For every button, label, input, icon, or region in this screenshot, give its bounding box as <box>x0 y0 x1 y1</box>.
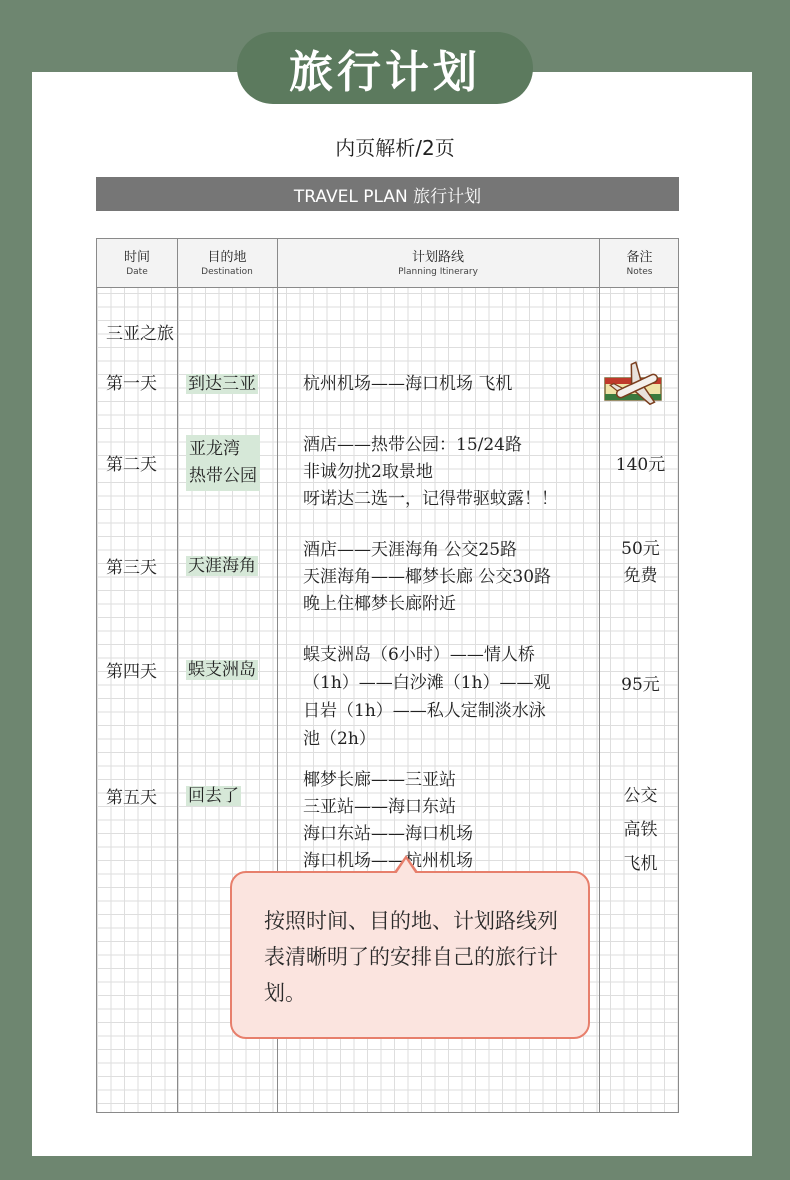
notes-line: 公交 <box>623 786 658 806</box>
itinerary-text <box>303 432 558 513</box>
itinerary-line: 蜈支洲岛（6小时）——情人桥 <box>303 645 535 665</box>
notes-text <box>602 536 679 590</box>
day-label: 第五天 <box>106 788 157 808</box>
itinerary-line: 杭州机场——海口机场 飞机 <box>303 374 513 394</box>
notes-line: 飞机 <box>623 854 658 874</box>
notes-line: 50元 <box>621 539 660 559</box>
header-date-en: Date <box>126 266 148 277</box>
destination-text <box>186 781 241 806</box>
notes-line: 140元 <box>615 455 666 475</box>
table-header <box>97 239 678 288</box>
header-notes-en: Notes <box>626 266 653 277</box>
header-itinerary-en: Planning Itinerary <box>398 266 478 277</box>
page-subtitle: 内页解析/2页 <box>335 136 455 160</box>
header-itinerary <box>277 239 599 287</box>
destination-line: 蜈支洲岛 <box>188 660 256 680</box>
itinerary-line: 非诚勿扰2取景地 <box>303 462 433 482</box>
itinerary-line: 海口机场——杭州机场 <box>303 851 473 871</box>
header-destination-cn: 目的地 <box>207 249 247 265</box>
itinerary-line: 海口东站——海口机场 <box>303 824 473 844</box>
destination-line: 亚龙湾 <box>189 439 240 459</box>
itinerary-line: 酒店——天涯海角 公交25路 <box>303 540 518 560</box>
itinerary-line: 日岩（1h）——私人定制淡水泳 <box>303 701 546 721</box>
itinerary-line: 天涯海角——椰梦长廊 公交30路 <box>303 567 552 587</box>
notes-line: 高铁 <box>623 820 658 840</box>
itinerary-line: 椰梦长廊——三亚站 <box>303 770 456 790</box>
column-divider <box>599 239 600 1112</box>
header-date <box>97 239 177 287</box>
destination-text <box>186 551 258 576</box>
column-divider <box>177 239 178 1112</box>
day-label: 第四天 <box>106 662 157 682</box>
day-label: 第二天 <box>106 455 157 475</box>
notes-text <box>602 779 679 881</box>
destination-line: 回去了 <box>188 786 239 806</box>
destination-text <box>186 369 258 394</box>
itinerary-text <box>303 537 551 618</box>
trip-title: 三亚之旅 <box>106 324 174 344</box>
destination-text <box>186 435 260 491</box>
itinerary-line: 池（2h） <box>303 729 376 749</box>
notes-text <box>602 450 679 475</box>
destination-line: 热带公园 <box>189 466 257 486</box>
page-title: 旅行计划 <box>237 32 533 104</box>
header-destination-en: Destination <box>201 266 253 277</box>
airplane-sticker-icon <box>603 360 667 412</box>
notes-line: 免费 <box>623 566 658 586</box>
itinerary-text <box>303 641 551 753</box>
header-notes-cn: 备注 <box>626 249 653 265</box>
itinerary-line: 酒店——热带公园：15/24路 <box>303 435 522 455</box>
day-label: 第一天 <box>106 374 157 394</box>
destination-line: 天涯海角 <box>188 556 256 576</box>
itinerary-line: （1h）——白沙滩（1h）——观 <box>303 673 551 693</box>
destination-line: 到达三亚 <box>188 374 256 394</box>
plan-header-bar: TRAVEL PLAN 旅行计划 <box>96 177 679 211</box>
header-notes <box>599 239 679 287</box>
notes-text <box>602 670 679 695</box>
itinerary-line: 三亚站——海口东站 <box>303 797 456 817</box>
notes-line: 95元 <box>621 675 660 695</box>
destination-text <box>186 655 258 680</box>
header-destination <box>177 239 277 287</box>
day-label: 第三天 <box>106 558 157 578</box>
itinerary-line: 呀诺达二选一，记得带驱蚊露！！ <box>303 489 558 509</box>
header-itinerary-cn: 计划路线 <box>411 249 464 265</box>
itinerary-line: 晚上住椰梦长廊附近 <box>303 594 456 614</box>
callout-pointer-fill <box>396 859 416 874</box>
callout-box: 按照时间、目的地、计划路线列表清晰明了的安排自己的旅行计划。 <box>230 871 590 1039</box>
header-date-cn: 时间 <box>123 249 150 265</box>
